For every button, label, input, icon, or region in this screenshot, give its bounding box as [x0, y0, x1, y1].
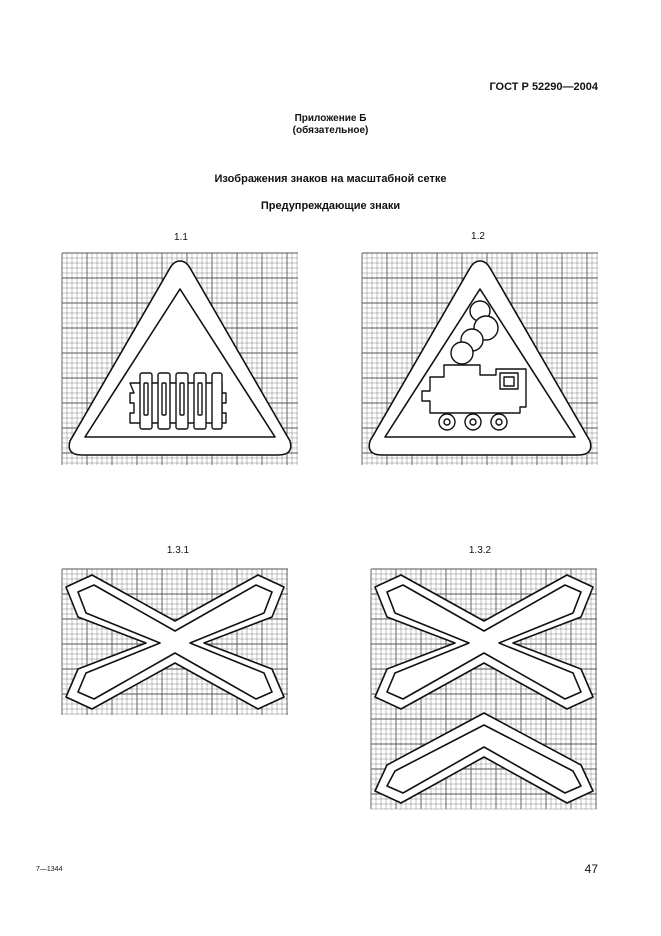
appendix-note: (обязательное) [292, 125, 369, 136]
sign-1-1-figure [62, 253, 298, 465]
sign-label-1-3-1: 1.3.1 [166, 545, 190, 556]
sign-label-1-2: 1.2 [471, 231, 485, 242]
sign-1-2-figure [362, 253, 598, 465]
print-code: 7—1344 [36, 866, 63, 873]
sign-1-3-1-figure [62, 569, 288, 715]
page-number: 47 [584, 862, 598, 876]
standard-number: ГОСТ Р 52290—2004 [489, 81, 598, 93]
sign-1-3-2-figure [371, 569, 597, 809]
sign-label-1-3-2: 1.3.2 [468, 545, 492, 556]
section-heading: Предупреждающие знаки [260, 200, 401, 212]
appendix-title: Приложение Б [294, 113, 367, 124]
main-heading: Изображения знаков на масштабной сетке [214, 173, 447, 185]
sign-label-1-1: 1.1 [174, 232, 188, 243]
